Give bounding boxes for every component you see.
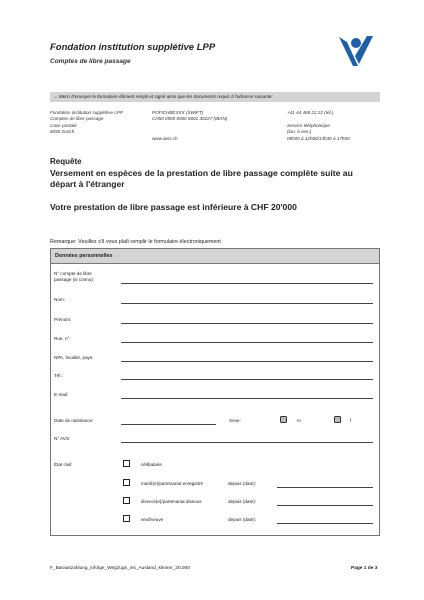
prenom-field[interactable] <box>121 323 373 324</box>
birth-date-label: Date de naissance: <box>54 418 94 423</box>
account-label-line: passage (si connu): <box>54 277 95 282</box>
street-label: Rue, n°: <box>54 336 71 341</box>
tel-label: Tél.: <box>54 373 63 378</box>
remark-text: Remarque: Veuillez s'il vous plaît remplir le formulaire électroniquement <box>50 239 221 245</box>
street-field[interactable] <box>121 342 373 343</box>
status-divorced-label: divorcé(e)/partenariat dissous <box>141 499 202 504</box>
npa-label: NPA, localité, pays: <box>54 355 94 360</box>
status-married-checkbox[interactable] <box>123 479 130 486</box>
page-subtitle: Votre prestation de libre passage est inférieure à CHF 20'000 <box>50 202 297 212</box>
phone-number: +41 44 468 22 22 (tél.) <box>287 110 334 115</box>
org-title: Fondation institution supplétive LPP <box>50 42 216 53</box>
service-label: Service téléphonique <box>287 122 330 128</box>
address-block-3 <box>287 110 350 142</box>
email-label: E-mail: <box>54 392 69 397</box>
status-widowed-checkbox[interactable] <box>123 515 130 522</box>
address-block-2 <box>152 110 227 123</box>
prenom-label: Prénom: <box>54 317 72 322</box>
address-line: 8050 Zurich <box>50 129 75 135</box>
married-since-field[interactable] <box>277 487 373 488</box>
sex-label: Sexe: <box>229 418 241 423</box>
address-line: Fondation institution supplétive LPP <box>50 110 124 115</box>
service-hours: 08h00 à 12h00/13h30 à 17h00 <box>287 135 350 141</box>
nom-field[interactable] <box>121 303 373 304</box>
swift-code: POFICHBEXXX (SWIFT) <box>152 110 204 115</box>
account-label-line: N° compte de libre <box>54 271 92 276</box>
sex-f-radio[interactable] <box>334 416 341 423</box>
account-number-label <box>54 271 94 283</box>
avs-field[interactable] <box>121 442 373 443</box>
email-field[interactable] <box>121 398 373 399</box>
footer-form-id: F_Barauszahlung_infolge_Wegzugs_ins_Ausland_kleiner_20.000 <box>50 566 190 571</box>
sex-m-label: m <box>297 418 301 423</box>
iban: CH50 0900 0000 8001 30227 (IBAN) <box>152 116 228 122</box>
widowed-since-field[interactable] <box>277 523 373 524</box>
divorced-since-field[interactable] <box>277 505 373 506</box>
widowed-since-label: depuis (date): <box>228 517 257 522</box>
service-days: (lun. à ven.) <box>287 129 312 135</box>
tel-field[interactable] <box>121 379 373 380</box>
birth-date-field[interactable] <box>121 424 216 425</box>
status-married-label: marié(e)/partenariat enregistré <box>141 481 204 486</box>
page-title: Versement en espèces de la prestation de libre passage complète suite au départ à l'étranger <box>50 168 353 189</box>
website-link[interactable]: www.aeis.ch <box>152 136 178 141</box>
nom-label: Nom: <box>54 297 65 302</box>
status-widowed-label: veuf/veuve <box>141 517 164 522</box>
address-line: Case postale <box>50 122 77 128</box>
form-section-title: Données personnelles <box>51 249 379 264</box>
personal-data-form <box>50 248 380 536</box>
page-number: Page 1 de 3 <box>351 566 378 571</box>
avs-label: N° AVS: <box>54 436 71 441</box>
married-since-label: depuis (date): <box>228 481 257 486</box>
sex-m-radio[interactable] <box>280 416 287 423</box>
org-subtitle: Comptes de libre passage <box>50 58 131 65</box>
divorced-since-label: depuis (date): <box>228 499 257 504</box>
sex-f-label: f <box>350 418 352 423</box>
requete-label: Requête <box>50 157 82 166</box>
npa-field[interactable] <box>121 361 373 362</box>
account-number-field[interactable] <box>121 283 373 284</box>
status-single-label: célibataire <box>141 462 162 467</box>
notice-bar: → Merci d'envoyer le formulaire dûment rempli et signé ainsi que les documents requis à l'adresse suivante: <box>50 92 380 102</box>
civil-status-label: État civil: <box>54 462 73 467</box>
address-block-1 <box>50 110 123 136</box>
status-divorced-checkbox[interactable] <box>123 497 130 504</box>
address-line: Comptes de libre passage <box>50 116 104 122</box>
logo-icon <box>337 34 375 68</box>
status-single-checkbox[interactable] <box>123 460 130 467</box>
